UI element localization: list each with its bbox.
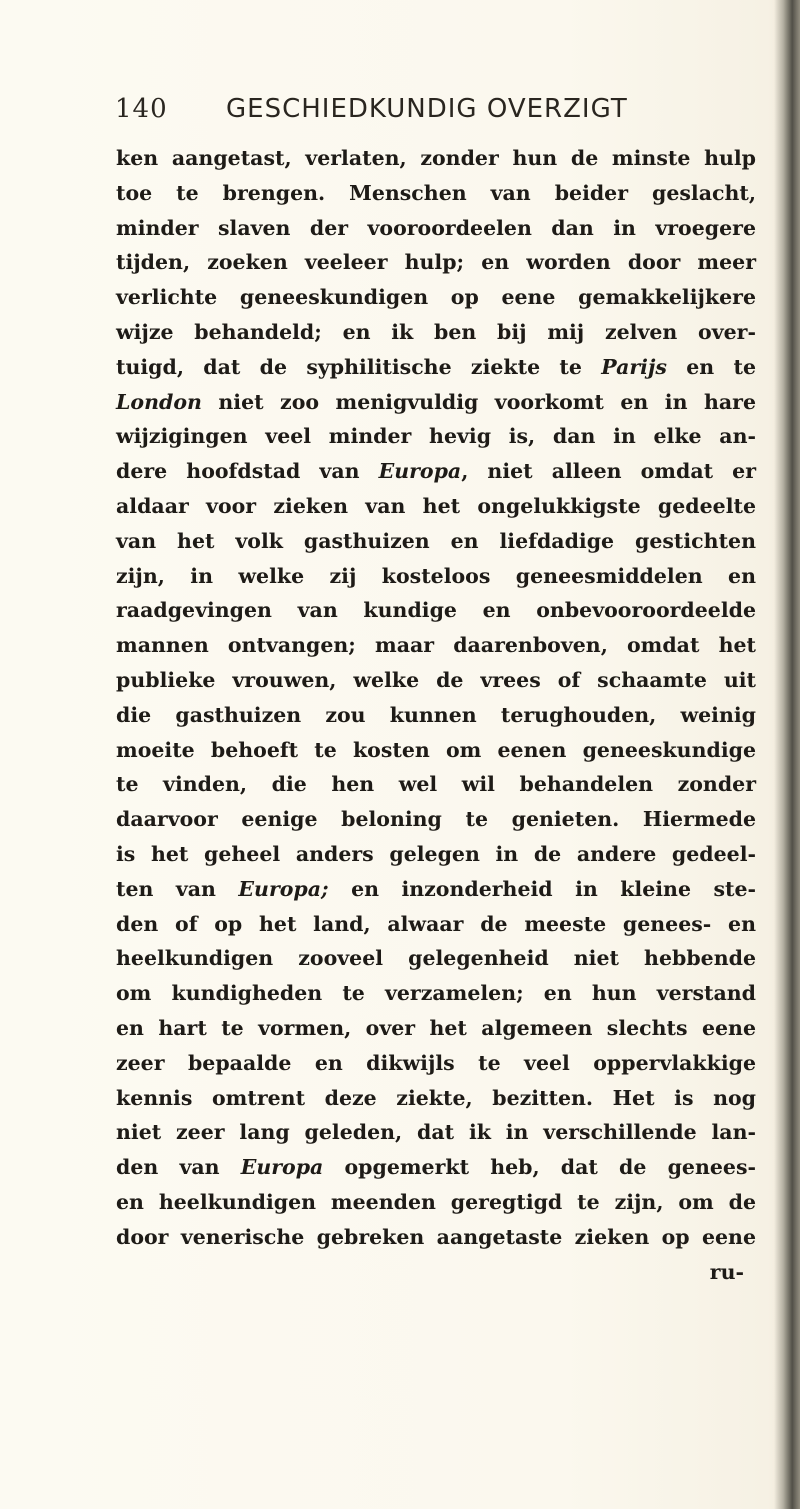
text-line	[116, 1255, 756, 1290]
text-line	[116, 489, 756, 524]
text-segment: den van	[116, 1155, 241, 1180]
text-line	[116, 628, 756, 663]
text-line	[116, 1115, 756, 1150]
text-line	[116, 385, 756, 420]
text-line	[116, 907, 756, 942]
text-segment: verlichte geneeskundigen op eene gemakkelijkere	[116, 285, 756, 310]
text-line	[116, 663, 756, 698]
text-segment: is het geheel anders gelegen in de andere gedeel-	[116, 841, 756, 866]
text-segment: opgemerkt heb, dat de genees-	[323, 1155, 757, 1180]
italic-text: Europa	[240, 1155, 324, 1180]
text-segment: en hart te vormen, over het algemeen slechts eene	[116, 1015, 756, 1040]
text-line	[116, 141, 756, 176]
page-number: 140	[115, 94, 168, 124]
text-segment: wijze behandeld; en ik ben bij mij zelven over-	[116, 319, 756, 344]
italic-text: Europa	[378, 459, 462, 484]
text-line	[116, 350, 756, 385]
text-segment: tijden, zoeken veeleer hulp; en worden door meer	[116, 250, 756, 275]
text-segment: niet zeer lang geleden, dat ik in verschillende lan-	[116, 1120, 756, 1145]
text-line	[116, 176, 756, 211]
text-segment: tuigd, dat de syphilitische ziekte te	[116, 354, 602, 379]
text-segment: te vinden, die hen wel wil behandelen zonder	[116, 772, 756, 797]
text-segment: heelkundigen zooveel gelegenheid niet hebbende	[116, 946, 756, 971]
text-line	[116, 1011, 756, 1046]
running-head-title: GESCHIEDKUNDIG OVERZIGT	[226, 94, 628, 124]
text-line	[116, 837, 756, 872]
text-segment: mannen ontvangen; maar daarenboven, omdat het	[116, 633, 756, 658]
text-segment: daarvoor eenige beloning te genieten. Hiermede	[116, 807, 756, 832]
page-edge-shadow	[774, 0, 800, 1509]
text-line	[116, 698, 756, 733]
text-line	[116, 802, 756, 837]
text-segment: publieke vrouwen, welke de vrees of schaamte uit	[116, 667, 756, 692]
text-segment: raadgevingen van kundige en onbevooroordeelde	[116, 598, 756, 623]
text-segment: toe te brengen. Menschen van beider geslacht,	[116, 180, 756, 205]
text-segment: ten van	[116, 876, 239, 901]
text-segment: door venerische gebreken aangetaste zieken op eene	[116, 1224, 756, 1249]
text-line	[116, 524, 756, 559]
text-segment: moeite behoeft te kosten om eenen geneeskundige	[116, 737, 756, 762]
text-segment: den of op het land, alwaar de meeste genees- en	[116, 911, 756, 936]
text-line	[116, 733, 756, 768]
text-line	[116, 1150, 756, 1185]
text-line	[116, 1046, 756, 1081]
text-segment: van het volk gasthuizen en liefdadige gestichten	[116, 528, 756, 553]
text-segment: om kundigheden te verzamelen; en hun verstand	[116, 981, 756, 1006]
text-line	[116, 559, 756, 594]
text-segment: kennis omtrent deze ziekte, bezitten. Het is nog	[116, 1085, 756, 1110]
text-line	[116, 941, 756, 976]
italic-text: Europa;	[238, 876, 329, 901]
text-segment: wijzigingen veel minder hevig is, dan in elke an-	[116, 424, 756, 449]
text-line	[116, 593, 756, 628]
text-line	[116, 245, 756, 280]
text-segment: aldaar voor zieken van het ongelukkigste gedeelte	[116, 493, 756, 518]
text-segment: en heelkundigen meenden geregtigd te zijn, om de	[116, 1189, 756, 1214]
text-segment: en inzonderheid in kleine ste-	[328, 876, 756, 901]
text-line	[116, 315, 756, 350]
text-line	[116, 1185, 756, 1220]
italic-text: London	[116, 389, 202, 414]
running-head	[115, 94, 755, 134]
text-line	[116, 976, 756, 1011]
text-line	[116, 280, 756, 315]
text-segment: minder slaven der vooroordeelen dan in vroegere	[116, 215, 756, 240]
text-line	[116, 1220, 756, 1255]
italic-text: Parijs	[601, 354, 667, 379]
text-segment: zijn, in welke zij kosteloos geneesmiddelen en	[116, 563, 756, 588]
text-line	[116, 419, 756, 454]
text-segment: zeer bepaalde en dikwijls te veel oppervlakkige	[116, 1050, 756, 1075]
text-segment: ken aangetast, verlaten, zonder hun de minste hulp	[116, 146, 756, 170]
text-segment: , niet alleen omdat er	[461, 459, 757, 484]
text-line	[116, 1081, 756, 1116]
text-segment: die gasthuizen zou kunnen terughouden, weinig	[116, 702, 756, 727]
text-segment: dere hoofdstad van	[116, 459, 379, 484]
text-line	[116, 767, 756, 802]
text-segment: ru-	[709, 1259, 744, 1284]
text-line	[116, 211, 756, 246]
text-line	[116, 872, 756, 907]
text-segment: niet zoo menigvuldig voorkomt en in hare	[201, 389, 756, 414]
text-segment: en te	[666, 354, 757, 379]
body-text	[116, 141, 756, 1289]
text-line	[116, 454, 756, 489]
